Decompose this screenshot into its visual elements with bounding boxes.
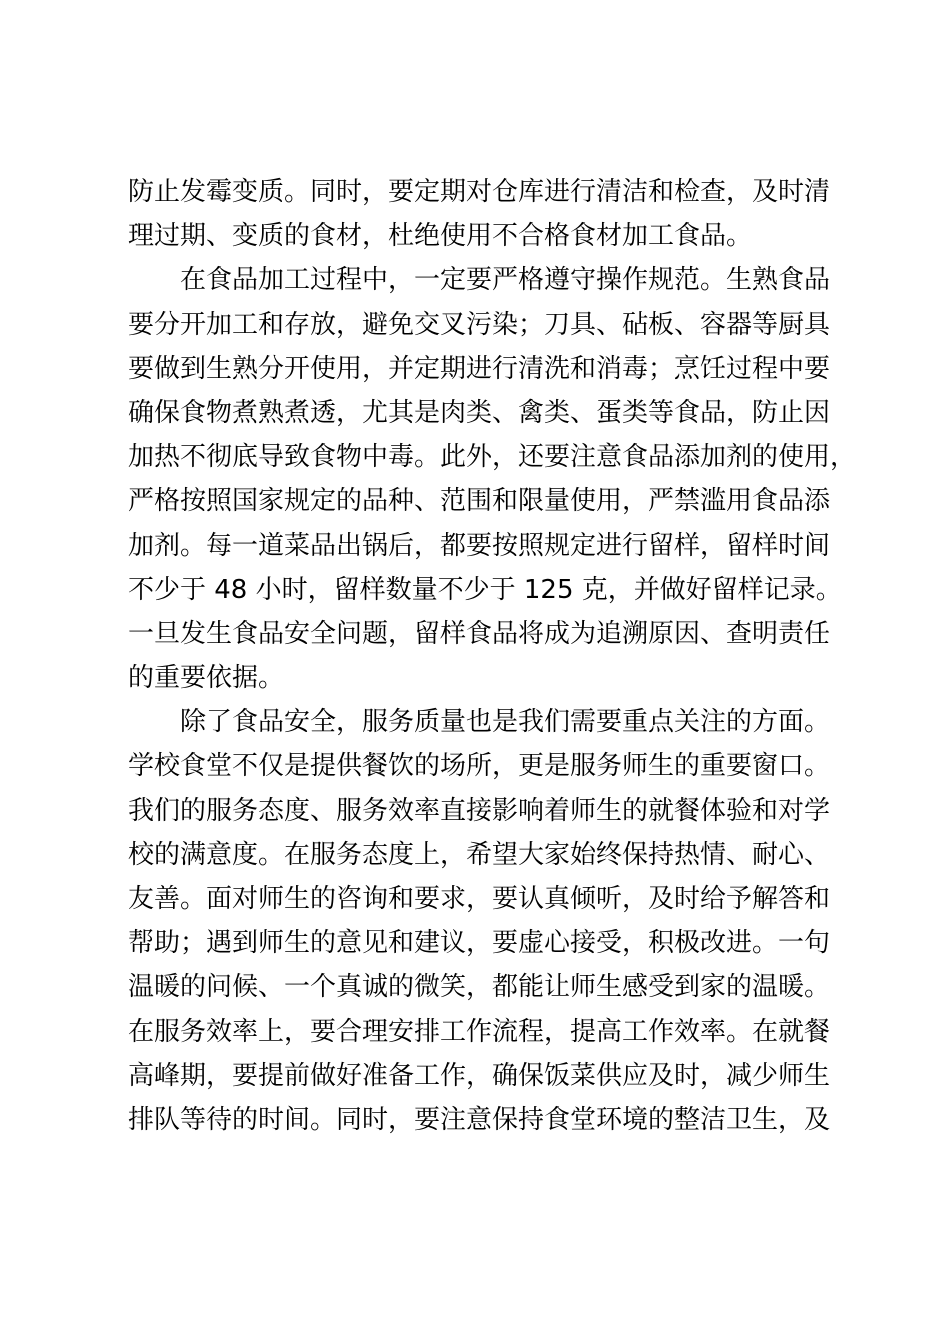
text-line: 要分开加工和存放，避免交叉污染；刀具、砧板、容器等厨具 [128,309,831,340]
paragraph-start-line: 在食品加工过程中，一定要严格遵守操作规范。生熟食品 [180,265,831,296]
text-line: 确保食物煮熟煮透，尤其是肉类、禽类、蛋类等食品，防止因 [128,397,831,428]
text-line: 排队等待的时间。同时，要注意保持食堂环境的整洁卫生，及 [128,1104,831,1135]
text-line: 的重要依据。 [128,663,285,694]
text-line: 温暖的问候、一个真诚的微笑，都能让师生感受到家的温暖。 [128,972,831,1003]
text-line: 严格按照国家规定的品种、范围和限量使用，严禁滥用食品添 [128,486,831,517]
text-line: 加热不彻底导致食物中毒。此外，还要注意食品添加剂的使用， [128,442,857,473]
text-line: 防止发霉变质。同时，要定期对仓库进行清洁和检查，及时清 [128,177,831,207]
text-line: 我们的服务态度、服务效率直接影响着师生的就餐体验和对学 [128,795,831,826]
text-line: 理过期、变质的食材，杜绝使用不合格食材加工食品。 [128,221,753,252]
paragraph-start-line: 除了食品安全，服务质量也是我们需要重点关注的方面。 [180,707,831,738]
text-line: 要做到生熟分开使用，并定期进行清洗和消毒；烹饪过程中要 [128,353,831,384]
text-line: 帮助；遇到师生的意见和建议，要虚心接受，积极改进。一句 [128,928,831,959]
text-line: 一旦发生食品安全问题，留样食品将成为追溯原因、查明责任 [128,618,831,649]
text-line: 友善。面对师生的咨询和要求，要认真倾听，及时给予解答和 [128,884,831,914]
body-text [128,170,857,1142]
text-line: 校的满意度。在服务态度上，希望大家始终保持热情、耐心、 [128,839,831,870]
text-line: 加剂。每一道菜品出锅后，都要按照规定进行留样，留样时间 [128,530,831,561]
text-line: 在服务效率上，要合理安排工作流程，提高工作效率。在就餐 [128,1016,831,1047]
text-line: 不少于 48 小时，留样数量不少于 125 克，并做好留样记录。 [128,574,842,605]
text-line: 学校食堂不仅是提供餐饮的场所，更是服务师生的重要窗口。 [128,751,831,782]
text-line: 高峰期，要提前做好准备工作，确保饭菜供应及时，减少师生 [128,1060,831,1091]
